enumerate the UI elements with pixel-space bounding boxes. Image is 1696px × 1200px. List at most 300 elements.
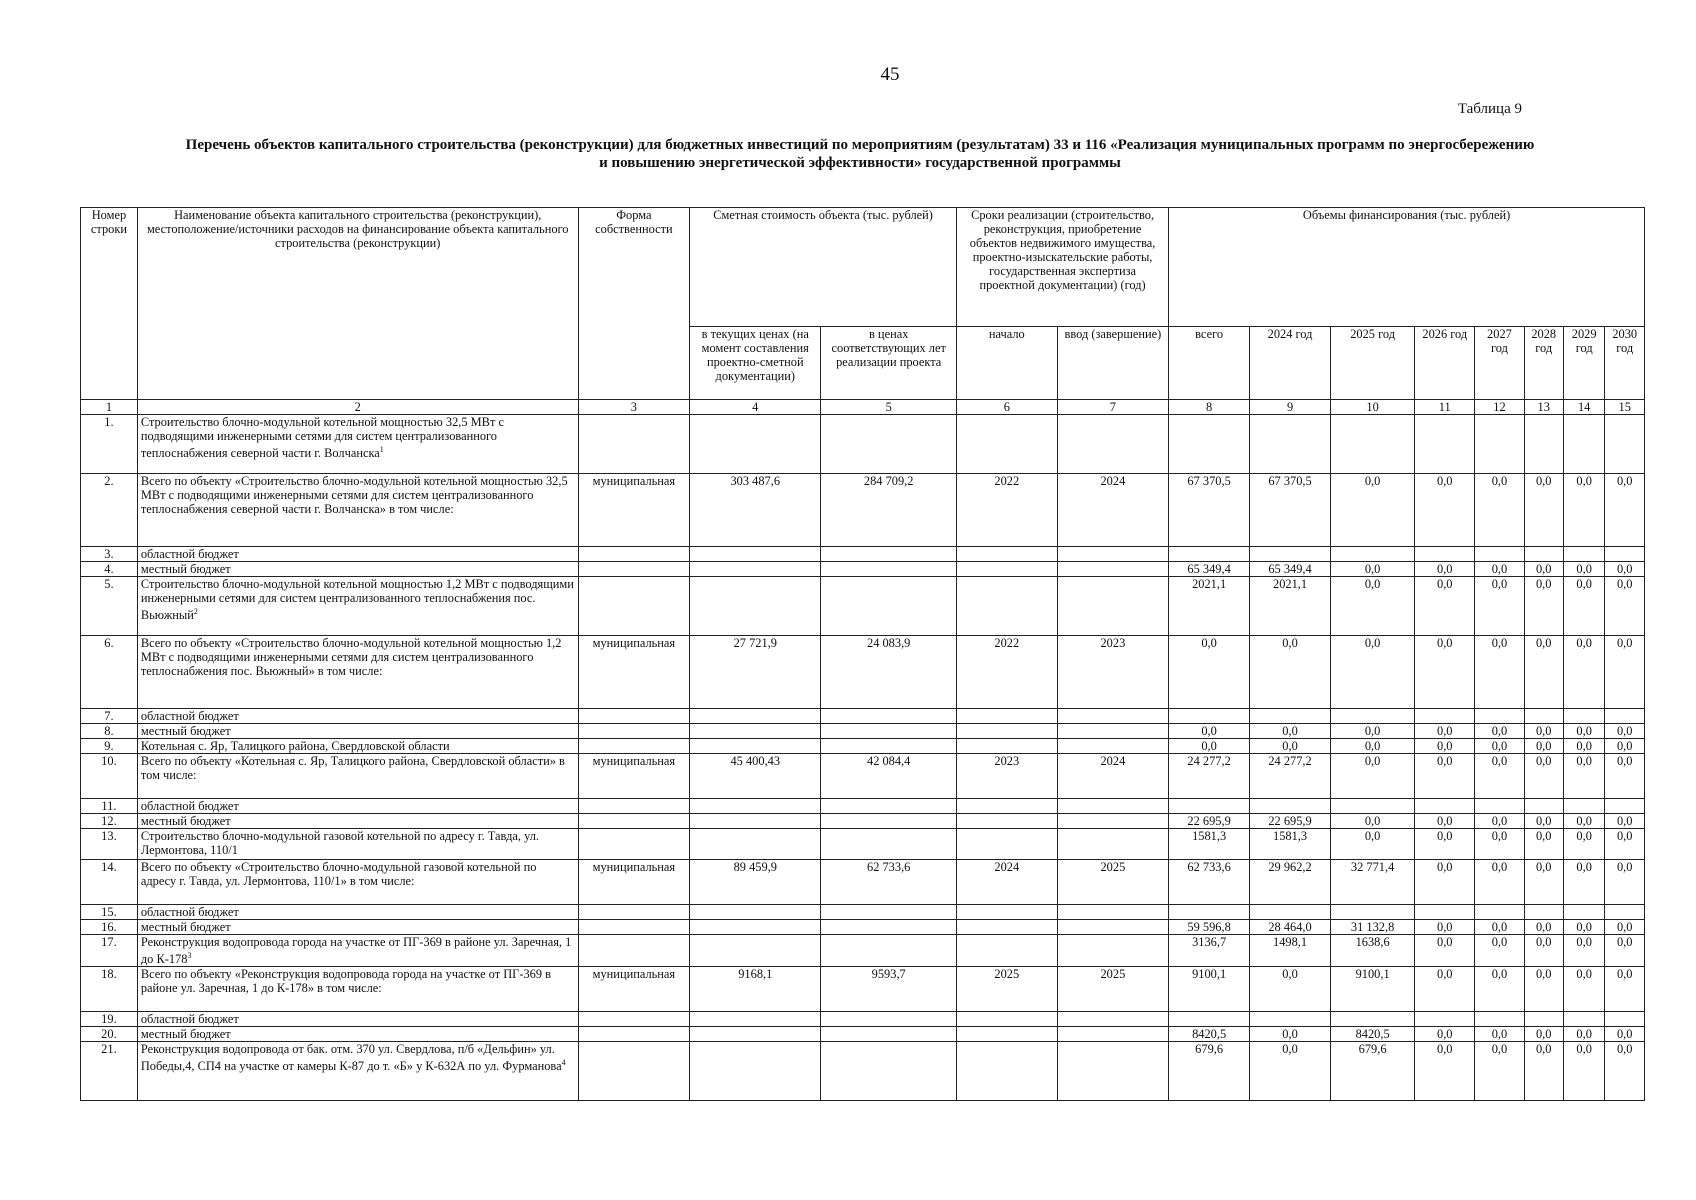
funding-value-cell: 0,0 xyxy=(1475,1042,1524,1101)
ownership-cell xyxy=(578,920,690,935)
row-number-cell: 6. xyxy=(81,636,138,709)
cost-years-cell xyxy=(821,814,957,829)
ownership-cell xyxy=(578,1027,690,1042)
funding-value-cell: 28 464,0 xyxy=(1250,920,1331,935)
funding-value-cell: 0,0 xyxy=(1605,935,1645,967)
header-funding: Объемы финансирования (тыс. рублей) xyxy=(1169,208,1645,327)
end-year-cell xyxy=(1057,799,1169,814)
funding-value-cell: 1638,6 xyxy=(1331,935,1415,967)
funding-value-cell xyxy=(1605,709,1645,724)
row-number-cell: 9. xyxy=(81,739,138,754)
funding-value-cell xyxy=(1475,709,1524,724)
ownership-cell: муниципальная xyxy=(578,636,690,709)
object-name-text: Котельная с. Яр, Талицкого района, Свердловской области xyxy=(140,739,450,753)
funding-value-cell: 0,0 xyxy=(1415,739,1475,754)
end-year-cell: 2024 xyxy=(1057,754,1169,799)
funding-value-cell: 0,0 xyxy=(1563,920,1605,935)
funding-value-cell: 0,0 xyxy=(1524,967,1563,1012)
ownership-cell xyxy=(578,709,690,724)
funding-value-cell xyxy=(1415,547,1475,562)
funding-value-cell xyxy=(1250,905,1331,920)
end-year-cell xyxy=(1057,829,1169,860)
column-number-row xyxy=(81,400,1645,415)
row-number-cell: 7. xyxy=(81,709,138,724)
funding-value-cell: 0,0 xyxy=(1415,920,1475,935)
funding-value-cell: 0,0 xyxy=(1605,860,1645,905)
cost-years-cell xyxy=(821,562,957,577)
funding-value-cell: 0,0 xyxy=(1524,860,1563,905)
end-year-cell xyxy=(1057,1042,1169,1101)
funding-value-cell: 0,0 xyxy=(1250,724,1331,739)
funding-value-cell xyxy=(1524,415,1563,474)
cost-current-cell xyxy=(690,1012,821,1027)
table-row xyxy=(81,1042,1645,1101)
ownership-cell xyxy=(578,739,690,754)
object-name-text: местный бюджет xyxy=(140,1027,231,1042)
start-year-cell xyxy=(957,415,1058,474)
column-number: 1 xyxy=(81,400,138,415)
funding-value-cell: 0,0 xyxy=(1605,739,1645,754)
funding-value-cell: 0,0 xyxy=(1563,739,1605,754)
object-name-cell xyxy=(137,547,578,562)
funding-value-cell: 67 370,5 xyxy=(1169,474,1250,547)
funding-value-cell: 0,0 xyxy=(1250,1027,1331,1042)
cost-years-cell xyxy=(821,920,957,935)
footnote-marker: 3 xyxy=(187,951,192,960)
table-row xyxy=(81,474,1645,547)
column-number: 12 xyxy=(1475,400,1524,415)
ownership-cell: муниципальная xyxy=(578,474,690,547)
row-number-cell: 21. xyxy=(81,1042,138,1101)
cost-current-cell: 45 400,43 xyxy=(690,754,821,799)
funding-value-cell xyxy=(1250,415,1331,474)
funding-value-cell: 0,0 xyxy=(1475,920,1524,935)
funding-value-cell xyxy=(1415,709,1475,724)
funding-value-cell: 1581,3 xyxy=(1169,829,1250,860)
object-name-text: местный бюджет xyxy=(140,920,231,934)
end-year-cell xyxy=(1057,739,1169,754)
end-year-cell xyxy=(1057,724,1169,739)
object-name-cell xyxy=(137,1042,578,1101)
ownership-cell xyxy=(578,1042,690,1101)
funding-value-cell xyxy=(1250,799,1331,814)
object-name-cell xyxy=(137,1027,578,1042)
table-row xyxy=(81,415,1645,474)
column-number: 2 xyxy=(137,400,578,415)
funding-value-cell: 0,0 xyxy=(1475,562,1524,577)
end-year-cell xyxy=(1057,1012,1169,1027)
funding-value-cell: 0,0 xyxy=(1169,724,1250,739)
cost-years-cell: 62 733,6 xyxy=(821,860,957,905)
funding-value-cell: 0,0 xyxy=(1250,1042,1331,1101)
funding-value-cell xyxy=(1475,1012,1524,1027)
funding-value-cell: 0,0 xyxy=(1415,754,1475,799)
cost-current-cell xyxy=(690,935,821,967)
funding-value-cell xyxy=(1169,905,1250,920)
ownership-cell xyxy=(578,1012,690,1027)
row-number-cell: 3. xyxy=(81,547,138,562)
cost-current-cell xyxy=(690,1027,821,1042)
cost-years-cell: 284 709,2 xyxy=(821,474,957,547)
column-number: 9 xyxy=(1250,400,1331,415)
start-year-cell xyxy=(957,577,1058,636)
row-number-cell: 18. xyxy=(81,967,138,1012)
capital-objects-table xyxy=(80,207,1645,1101)
funding-value-cell: 0,0 xyxy=(1169,739,1250,754)
funding-value-cell: 0,0 xyxy=(1605,1042,1645,1101)
funding-value-cell: 0,0 xyxy=(1415,1042,1475,1101)
table-row xyxy=(81,562,1645,577)
object-name-cell xyxy=(137,935,578,967)
object-name-text: местный бюджет xyxy=(140,814,231,828)
ownership-cell: муниципальная xyxy=(578,967,690,1012)
funding-value-cell: 8420,5 xyxy=(1331,1027,1415,1042)
funding-value-cell: 0,0 xyxy=(1563,474,1605,547)
funding-value-cell: 0,0 xyxy=(1250,636,1331,709)
object-name-cell xyxy=(137,474,578,547)
cost-years-cell xyxy=(821,1042,957,1101)
start-year-cell: 2022 xyxy=(957,474,1058,547)
cost-years-cell xyxy=(821,739,957,754)
cost-current-cell xyxy=(690,415,821,474)
object-name-cell xyxy=(137,1012,578,1027)
start-year-cell: 2025 xyxy=(957,967,1058,1012)
cost-years-cell: 9593,7 xyxy=(821,967,957,1012)
column-number: 3 xyxy=(578,400,690,415)
funding-value-cell xyxy=(1415,415,1475,474)
end-year-cell xyxy=(1057,577,1169,636)
table-row xyxy=(81,724,1645,739)
header-ownership: Форма собственности xyxy=(578,208,690,400)
funding-value-cell xyxy=(1524,547,1563,562)
header-2027: 2027 год xyxy=(1475,327,1524,400)
ownership-cell xyxy=(578,547,690,562)
funding-value-cell: 67 370,5 xyxy=(1250,474,1331,547)
funding-value-cell: 0,0 xyxy=(1415,935,1475,967)
funding-value-cell: 0,0 xyxy=(1524,935,1563,967)
funding-value-cell: 0,0 xyxy=(1475,474,1524,547)
funding-value-cell: 0,0 xyxy=(1563,1042,1605,1101)
header-start: начало xyxy=(957,327,1058,400)
row-number-cell: 11. xyxy=(81,799,138,814)
funding-value-cell xyxy=(1563,905,1605,920)
row-number-cell: 15. xyxy=(81,905,138,920)
ownership-cell xyxy=(578,935,690,967)
funding-value-cell: 22 695,9 xyxy=(1250,814,1331,829)
end-year-cell: 2025 xyxy=(1057,860,1169,905)
cost-current-cell: 9168,1 xyxy=(690,967,821,1012)
funding-value-cell: 0,0 xyxy=(1524,754,1563,799)
cost-current-cell xyxy=(690,562,821,577)
column-number: 5 xyxy=(821,400,957,415)
funding-value-cell xyxy=(1563,799,1605,814)
funding-value-cell xyxy=(1331,709,1415,724)
funding-value-cell: 0,0 xyxy=(1475,724,1524,739)
funding-value-cell: 0,0 xyxy=(1524,829,1563,860)
start-year-cell: 2022 xyxy=(957,636,1058,709)
cost-current-cell xyxy=(690,709,821,724)
funding-value-cell: 0,0 xyxy=(1605,754,1645,799)
header-2029: 2029 год xyxy=(1563,327,1605,400)
cost-current-cell: 27 721,9 xyxy=(690,636,821,709)
cost-years-cell xyxy=(821,709,957,724)
funding-value-cell xyxy=(1524,1012,1563,1027)
funding-value-cell: 65 349,4 xyxy=(1250,562,1331,577)
table-row xyxy=(81,920,1645,935)
funding-value-cell: 0,0 xyxy=(1475,754,1524,799)
funding-value-cell: 0,0 xyxy=(1475,935,1524,967)
object-name-cell xyxy=(137,829,578,860)
header-2024: 2024 год xyxy=(1250,327,1331,400)
funding-value-cell: 0,0 xyxy=(1331,474,1415,547)
funding-value-cell: 0,0 xyxy=(1331,636,1415,709)
funding-value-cell: 0,0 xyxy=(1475,814,1524,829)
object-name-cell xyxy=(137,967,578,1012)
funding-value-cell: 0,0 xyxy=(1331,562,1415,577)
funding-value-cell xyxy=(1475,415,1524,474)
cost-current-cell xyxy=(690,905,821,920)
funding-value-cell xyxy=(1563,709,1605,724)
funding-value-cell: 0,0 xyxy=(1605,814,1645,829)
funding-value-cell xyxy=(1250,709,1331,724)
ownership-cell xyxy=(578,724,690,739)
funding-value-cell: 0,0 xyxy=(1524,724,1563,739)
funding-value-cell: 0,0 xyxy=(1331,724,1415,739)
cost-current-cell xyxy=(690,547,821,562)
column-number: 7 xyxy=(1057,400,1169,415)
funding-value-cell: 0,0 xyxy=(1331,814,1415,829)
funding-value-cell: 0,0 xyxy=(1563,935,1605,967)
funding-value-cell: 59 596,8 xyxy=(1169,920,1250,935)
funding-value-cell: 0,0 xyxy=(1475,1027,1524,1042)
funding-value-cell: 0,0 xyxy=(1524,474,1563,547)
funding-value-cell: 0,0 xyxy=(1250,967,1331,1012)
row-number-cell: 16. xyxy=(81,920,138,935)
row-number-cell: 12. xyxy=(81,814,138,829)
funding-value-cell: 0,0 xyxy=(1415,636,1475,709)
header-end: ввод (завершение) xyxy=(1057,327,1169,400)
column-number: 11 xyxy=(1415,400,1475,415)
funding-value-cell xyxy=(1331,1012,1415,1027)
ownership-cell xyxy=(578,562,690,577)
object-name-text: местный бюджет xyxy=(140,724,231,738)
funding-value-cell: 29 962,2 xyxy=(1250,860,1331,905)
funding-value-cell xyxy=(1475,799,1524,814)
funding-value-cell: 0,0 xyxy=(1331,577,1415,636)
object-name-cell xyxy=(137,860,578,905)
title-line-2: и повышению энергетической эффективности» государственной программы xyxy=(599,155,1121,171)
column-number: 14 xyxy=(1563,400,1605,415)
funding-value-cell: 65 349,4 xyxy=(1169,562,1250,577)
funding-value-cell xyxy=(1250,1012,1331,1027)
funding-value-cell: 0,0 xyxy=(1563,754,1605,799)
funding-value-cell xyxy=(1524,905,1563,920)
cost-current-cell xyxy=(690,920,821,935)
funding-value-cell: 0,0 xyxy=(1475,860,1524,905)
start-year-cell xyxy=(957,920,1058,935)
cost-years-cell xyxy=(821,415,957,474)
table-row xyxy=(81,905,1645,920)
start-year-cell xyxy=(957,709,1058,724)
cost-current-cell: 303 487,6 xyxy=(690,474,821,547)
cost-years-cell xyxy=(821,935,957,967)
object-name-text: областной бюджет xyxy=(140,709,239,723)
funding-value-cell xyxy=(1605,415,1645,474)
object-name-text: областной бюджет xyxy=(140,905,239,919)
funding-value-cell xyxy=(1563,415,1605,474)
object-name-cell xyxy=(137,724,578,739)
funding-value-cell: 9100,1 xyxy=(1331,967,1415,1012)
funding-value-cell: 3136,7 xyxy=(1169,935,1250,967)
title-line-1: Перечень объектов капитального строительства (реконструкции) для бюджетных инвестиций по мероприятиям (результатам) 33 и 116 «Реализация муниципальных программ по энергосбережению xyxy=(185,137,1535,153)
object-name-text: Реконструкция водопровода от бак. отм. 370 ул. Свердлова, п/б «Дельфин» ул. Победы,4, СП4 на участке от камеры К-87 до т. «Б» у К-632А по ул. Фурманова xyxy=(140,1042,562,1074)
footnote-marker: 1 xyxy=(379,445,384,454)
funding-value-cell xyxy=(1475,905,1524,920)
start-year-cell xyxy=(957,1042,1058,1101)
funding-value-cell: 0,0 xyxy=(1605,636,1645,709)
object-name-text: областной бюджет xyxy=(140,799,239,813)
object-name-cell xyxy=(137,739,578,754)
ownership-cell xyxy=(578,415,690,474)
funding-value-cell: 0,0 xyxy=(1524,814,1563,829)
object-name-text: Строительство блочно-модульной котельной мощностью 1,2 МВт с подводящими инженерными сетями для систем централизованного теплоснабжения пос. Вьюжный xyxy=(140,577,574,623)
funding-value-cell xyxy=(1475,547,1524,562)
funding-value-cell: 0,0 xyxy=(1415,829,1475,860)
object-name-text: Строительство блочно-модульной газовой котельной по адресу г. Тавда, ул. Лермонтова, 110/1 xyxy=(140,829,540,857)
funding-value-cell xyxy=(1331,905,1415,920)
funding-value-cell: 9100,1 xyxy=(1169,967,1250,1012)
start-year-cell: 2023 xyxy=(957,754,1058,799)
funding-value-cell xyxy=(1331,415,1415,474)
start-year-cell xyxy=(957,1012,1058,1027)
row-number-cell: 14. xyxy=(81,860,138,905)
funding-value-cell xyxy=(1331,547,1415,562)
start-year-cell xyxy=(957,829,1058,860)
ownership-cell: муниципальная xyxy=(578,860,690,905)
funding-value-cell: 8420,5 xyxy=(1169,1027,1250,1042)
funding-value-cell xyxy=(1605,905,1645,920)
cost-current-cell xyxy=(690,829,821,860)
object-name-cell xyxy=(137,577,578,636)
table-row xyxy=(81,814,1645,829)
column-number: 13 xyxy=(1524,400,1563,415)
header-cost-current: в текущих ценах (на момент составления проектно-сметной документации) xyxy=(690,327,821,400)
row-number-cell: 4. xyxy=(81,562,138,577)
funding-value-cell: 0,0 xyxy=(1605,474,1645,547)
table-row xyxy=(81,829,1645,860)
object-name-cell xyxy=(137,562,578,577)
object-name-text: местный бюджет xyxy=(140,562,231,576)
funding-value-cell: 0,0 xyxy=(1524,1042,1563,1101)
funding-value-cell xyxy=(1169,415,1250,474)
end-year-cell xyxy=(1057,814,1169,829)
funding-value-cell: 0,0 xyxy=(1475,636,1524,709)
object-name-text: Всего по объекту «Строительство блочно-модульной котельной мощностью 1,2 МВт с подводящими инженерными сетями для систем централизованного теплоснабжения пос. Вьюжный» в том числе: xyxy=(140,636,562,678)
object-name-cell xyxy=(137,799,578,814)
end-year-cell xyxy=(1057,562,1169,577)
funding-value-cell xyxy=(1524,799,1563,814)
funding-value-cell: 2021,1 xyxy=(1250,577,1331,636)
header-2025: 2025 год xyxy=(1331,327,1415,400)
funding-value-cell: 62 733,6 xyxy=(1169,860,1250,905)
funding-value-cell xyxy=(1331,799,1415,814)
end-year-cell xyxy=(1057,547,1169,562)
row-number-cell: 13. xyxy=(81,829,138,860)
document-title xyxy=(80,136,1640,172)
object-name-text: Всего по объекту «Котельная с. Яр, Талицкого района, Свердловской области» в том числе: xyxy=(140,754,565,782)
funding-value-cell: 679,6 xyxy=(1331,1042,1415,1101)
funding-value-cell: 0,0 xyxy=(1415,724,1475,739)
funding-value-cell: 2021,1 xyxy=(1169,577,1250,636)
header-total: всего xyxy=(1169,327,1250,400)
column-number: 4 xyxy=(690,400,821,415)
funding-value-cell: 0,0 xyxy=(1524,562,1563,577)
ownership-cell xyxy=(578,829,690,860)
end-year-cell: 2023 xyxy=(1057,636,1169,709)
start-year-cell xyxy=(957,724,1058,739)
funding-value-cell xyxy=(1605,1012,1645,1027)
row-number-cell: 20. xyxy=(81,1027,138,1042)
table-row xyxy=(81,547,1645,562)
cost-years-cell xyxy=(821,905,957,920)
row-number-cell: 5. xyxy=(81,577,138,636)
funding-value-cell: 0,0 xyxy=(1250,739,1331,754)
object-name-text: областной бюджет xyxy=(140,547,239,561)
ownership-cell xyxy=(578,799,690,814)
funding-value-cell: 0,0 xyxy=(1524,739,1563,754)
funding-value-cell: 0,0 xyxy=(1415,474,1475,547)
object-name-text: Реконструкция водопровода города на участке от ПГ-369 в районе ул. Заречная, 1 до К-178 xyxy=(140,935,572,967)
object-name-cell xyxy=(137,814,578,829)
funding-value-cell: 0,0 xyxy=(1169,636,1250,709)
column-number: 6 xyxy=(957,400,1058,415)
funding-value-cell xyxy=(1605,799,1645,814)
object-name-cell xyxy=(137,709,578,724)
end-year-cell: 2024 xyxy=(1057,474,1169,547)
funding-value-cell: 0,0 xyxy=(1331,739,1415,754)
table-body xyxy=(81,400,1645,1101)
funding-value-cell: 0,0 xyxy=(1563,562,1605,577)
cost-years-cell xyxy=(821,577,957,636)
funding-value-cell: 24 277,2 xyxy=(1169,754,1250,799)
object-name-text: Всего по объекту «Реконструкция водопровода города на участке от ПГ-369 в районе ул. Заречная, 1 до К-178» в том числе: xyxy=(140,967,551,996)
funding-value-cell: 0,0 xyxy=(1524,1027,1563,1042)
ownership-cell xyxy=(578,577,690,636)
funding-value-cell: 22 695,9 xyxy=(1169,814,1250,829)
funding-value-cell: 0,0 xyxy=(1563,967,1605,1012)
start-year-cell xyxy=(957,905,1058,920)
cost-years-cell: 42 084,4 xyxy=(821,754,957,799)
table-row xyxy=(81,577,1645,636)
header-row-number: Номер строки xyxy=(81,208,138,400)
funding-value-cell xyxy=(1250,547,1331,562)
funding-value-cell: 0,0 xyxy=(1415,577,1475,636)
funding-value-cell: 0,0 xyxy=(1563,860,1605,905)
column-number: 8 xyxy=(1169,400,1250,415)
table-row xyxy=(81,636,1645,709)
funding-value-cell: 0,0 xyxy=(1475,829,1524,860)
table-row xyxy=(81,935,1645,967)
funding-value-cell xyxy=(1563,547,1605,562)
row-number-cell: 17. xyxy=(81,935,138,967)
funding-value-cell: 0,0 xyxy=(1415,562,1475,577)
start-year-cell xyxy=(957,547,1058,562)
cost-current-cell xyxy=(690,724,821,739)
object-name-cell xyxy=(137,905,578,920)
end-year-cell xyxy=(1057,905,1169,920)
header-2026: 2026 год xyxy=(1415,327,1475,400)
cost-current-cell xyxy=(690,814,821,829)
